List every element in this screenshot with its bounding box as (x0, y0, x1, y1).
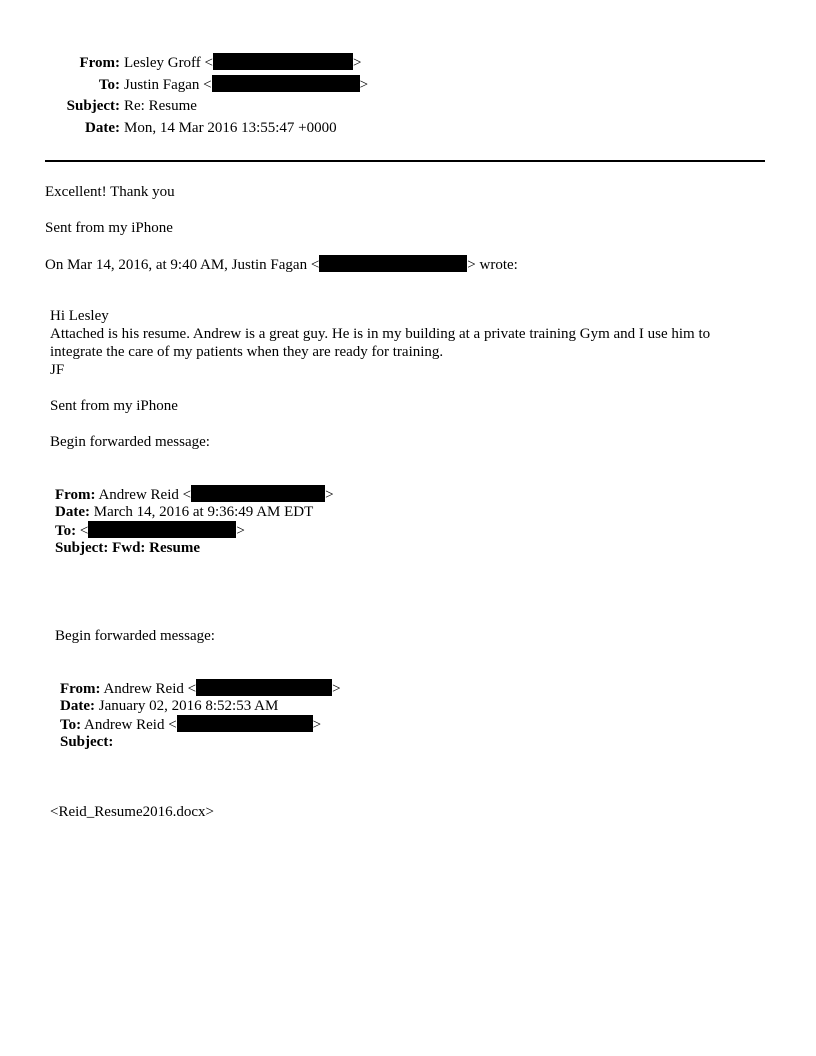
redaction-box (319, 255, 467, 272)
from-value: Lesley Groff < (124, 55, 213, 71)
header-to-row: To: Justin Fagan < > (40, 75, 368, 97)
header-date-row (40, 119, 337, 141)
quoted-body-line: integrate the care of my patients when they are ready for training. (50, 344, 444, 360)
quoted-greeting: Hi Lesley (50, 308, 109, 324)
fwd2-from-row: From: Andrew Reid < > (60, 681, 341, 697)
fwd1-date-row: Date: March 14, 2016 at 9:36:49 AM EDT (55, 504, 314, 520)
redaction-box (177, 715, 313, 732)
to-label: To: (98, 77, 120, 93)
subject-label: Subject: (66, 98, 120, 114)
redaction-box (213, 53, 353, 70)
fwd1-subject-row: Subject: Fwd: Resume (55, 540, 200, 556)
date-label: Date: (85, 120, 120, 136)
reply-line: Excellent! Thank you (45, 184, 175, 200)
header-divider (45, 160, 765, 162)
subject-value: Re: Resume (124, 98, 197, 114)
to-value: Justin Fagan < (124, 77, 212, 93)
begin-forwarded-message: Begin forwarded message: (50, 434, 210, 450)
quote-attribution: On Mar 14, 2016, at 9:40 AM, Justin Fagan < > wrote: (45, 257, 518, 273)
fwd2-to-row: To: Andrew Reid < > (60, 717, 322, 733)
fwd2-subject-row: Subject: (60, 734, 114, 750)
redaction-box (88, 521, 236, 538)
from-label: From: (79, 55, 120, 71)
quoted-sent: Sent from my iPhone (50, 398, 178, 414)
date-value: Mon, 14 Mar 2016 13:55:47 +0000 (124, 120, 337, 136)
fwd1-from-row: From: Andrew Reid < > (55, 487, 334, 503)
begin-forwarded-message: Begin forwarded message: (55, 628, 215, 644)
redaction-box (212, 75, 360, 92)
fwd1-to-row: To: < > (55, 523, 245, 539)
header-subject-row (40, 97, 197, 119)
header-from-row: From: Lesley Groff < > (40, 53, 361, 75)
redaction-box (191, 485, 325, 502)
quoted-body-line: Attached is his resume. Andrew is a great guy. He is in my building at a private training Gym and I use him to (50, 326, 711, 342)
reply-signature: Sent from my iPhone (45, 220, 173, 236)
fwd2-date-row: Date: January 02, 2016 8:52:53 AM (60, 698, 279, 714)
quoted-sign: JF (50, 362, 65, 378)
redaction-box (196, 679, 332, 696)
attachment-name[interactable]: <Reid_Resume2016.docx> (50, 804, 214, 820)
